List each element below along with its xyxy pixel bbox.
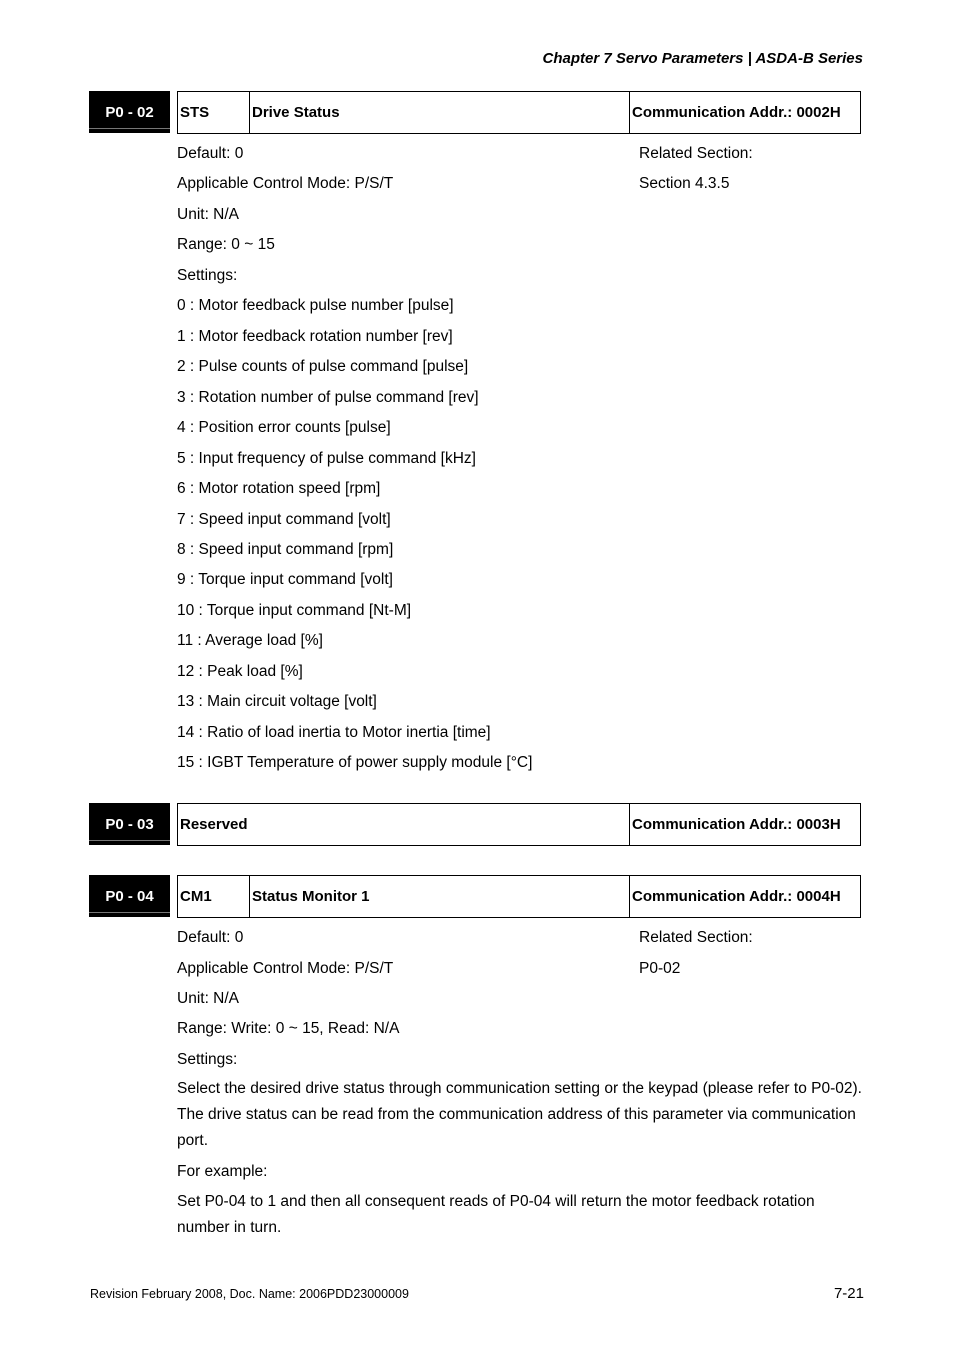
setting-item: 3 : Rotation number of pulse command [rev] <box>177 389 479 406</box>
param-header-p0-02 <box>177 91 861 134</box>
example-label: For example: <box>177 1163 268 1180</box>
related-section-value: Section 4.3.5 <box>639 175 730 192</box>
setting-item: 2 : Pulse counts of pulse command [pulse] <box>177 358 469 375</box>
param-code: STS <box>178 92 250 133</box>
setting-item: 9 : Torque input command [volt] <box>177 571 393 588</box>
description-paragraph: Select the desired drive status through communication setting or the keypad (please refer to P0-02). The drive status can be read from the communication address of this parameter via communication port. <box>177 1080 862 1149</box>
chapter-header: Chapter 7 Servo Parameters | ASDA-B Series <box>542 50 863 67</box>
param-comm-addr: Communication Addr.: 0004H <box>632 888 841 905</box>
range: Range: 0 ~ 15 <box>177 236 275 253</box>
setting-item: 13 : Main circuit voltage [volt] <box>177 693 377 710</box>
setting-item: 6 : Motor rotation speed [rpm] <box>177 480 381 497</box>
param-badge-p0-03: P0 - 03 <box>89 803 170 845</box>
setting-item: 0 : Motor feedback pulse number [pulse] <box>177 297 454 314</box>
param-badge-p0-02: P0 - 02 <box>89 91 170 133</box>
settings-label: Settings: <box>177 267 238 284</box>
param-name: Status Monitor 1 <box>250 876 630 917</box>
setting-item: 4 : Position error counts [pulse] <box>177 419 391 436</box>
param-code: CM1 <box>178 876 250 917</box>
footer-revision: Revision February 2008, Doc. Name: 2006PDD23000009 <box>90 1287 409 1301</box>
setting-item: 8 : Speed input command [rpm] <box>177 541 394 558</box>
param-name: Drive Status <box>250 92 630 133</box>
related-section-value: P0-02 <box>639 960 681 977</box>
setting-item: 7 : Speed input command [volt] <box>177 511 391 528</box>
setting-item: 1 : Motor feedback rotation number [rev] <box>177 328 453 345</box>
default-value: Default: 0 <box>177 929 244 946</box>
settings-label: Settings: <box>177 1051 238 1068</box>
param-badge-p0-04: P0 - 04 <box>89 875 170 917</box>
setting-item: 14 : Ratio of load inertia to Motor inertia [time] <box>177 724 491 741</box>
unit: Unit: N/A <box>177 206 240 223</box>
unit: Unit: N/A <box>177 990 240 1007</box>
param-header-p0-03 <box>177 803 861 846</box>
setting-item: 12 : Peak load [%] <box>177 663 303 680</box>
related-section-label: Related Section: <box>639 929 753 946</box>
param-header-p0-04 <box>177 875 861 918</box>
control-mode: Applicable Control Mode: P/S/T <box>177 960 394 977</box>
page-number: 7-21 <box>833 1285 864 1302</box>
default-value: Default: 0 <box>177 145 244 162</box>
setting-item: 10 : Torque input command [Nt-M] <box>177 602 412 619</box>
setting-item: 11 : Average load [%] <box>177 632 323 649</box>
param-comm-addr: Communication Addr.: 0002H <box>632 104 841 121</box>
range: Range: Write: 0 ~ 15, Read: N/A <box>177 1020 400 1037</box>
control-mode: Applicable Control Mode: P/S/T <box>177 175 394 192</box>
related-section-label: Related Section: <box>639 145 753 162</box>
setting-item: 5 : Input frequency of pulse command [kHz] <box>177 450 476 467</box>
param-name: Reserved <box>178 804 630 845</box>
param-comm-addr: Communication Addr.: 0003H <box>632 816 841 833</box>
setting-item: 15 : IGBT Temperature of power supply module [°C] <box>177 754 533 771</box>
example-paragraph: Set P0-04 to 1 and then all consequent reads of P0-04 will return the motor feedback rotation number in turn. <box>177 1193 815 1236</box>
